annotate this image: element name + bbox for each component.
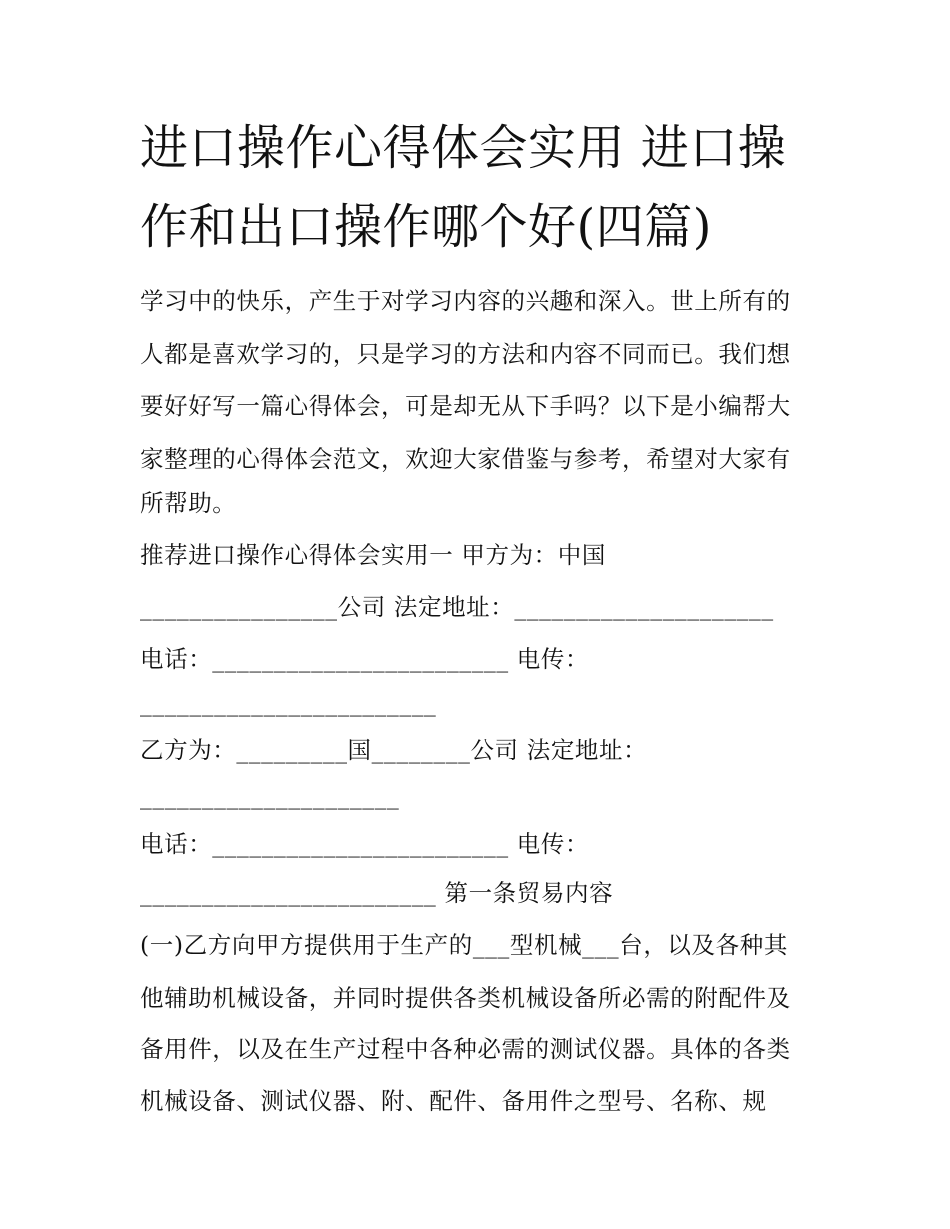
party-b-company-address-line: 乙方为：_________国________公司 法定地址： [140,736,648,764]
intro-paragraph-line: 学习中的快乐，产生于对学习内容的兴趣和深入。世上所有的 [140,287,791,315]
party-a-fax-blank-line: ________________________ [140,689,437,717]
document-title-line-2: 作和出口操作哪个好(四篇) [140,199,712,255]
party-a-company-address-line: ________________公司 法定地址：_____________________ [140,593,774,621]
article-paragraph-line: (一)乙方向甲方提供用于生产的___型机械___台，以及各种其 [140,931,788,959]
intro-paragraph-line: 人都是喜欢学习的，只是学习的方法和内容不同而已。我们想 [140,340,791,368]
intro-paragraph-line: 要好好写一篇心得体会，可是却无从下手吗？以下是小编帮大 [140,392,791,420]
party-b-address-blank-line: _____________________ [140,782,400,810]
party-b-phone-fax-line: 电话：________________________ 电传： [140,830,590,858]
intro-paragraph-line: 所帮助。 [140,489,237,517]
contract-heading-line: 推荐进口操作心得体会实用一 甲方为：中国 [140,541,606,569]
intro-paragraph-line: 家整理的心得体会范文，欢迎大家借鉴与参考，希望对大家有 [140,445,791,473]
article-one-heading-line: ________________________ 第一条贸易内容 [140,879,614,907]
document-title-line-1: 进口操作心得体会实用 进口操 [140,120,787,176]
party-a-phone-fax-line: 电话：________________________ 电传： [140,645,590,673]
article-paragraph-line: 备用件，以及在生产过程中各种必需的测试仪器。具体的各类 [140,1035,791,1063]
article-paragraph-line: 机械设备、测试仪器、附、配件、备用件之型号、名称、规 [140,1087,767,1115]
article-paragraph-line: 他辅助机械设备，并同时提供各类机械设备所必需的附配件及 [140,984,791,1012]
